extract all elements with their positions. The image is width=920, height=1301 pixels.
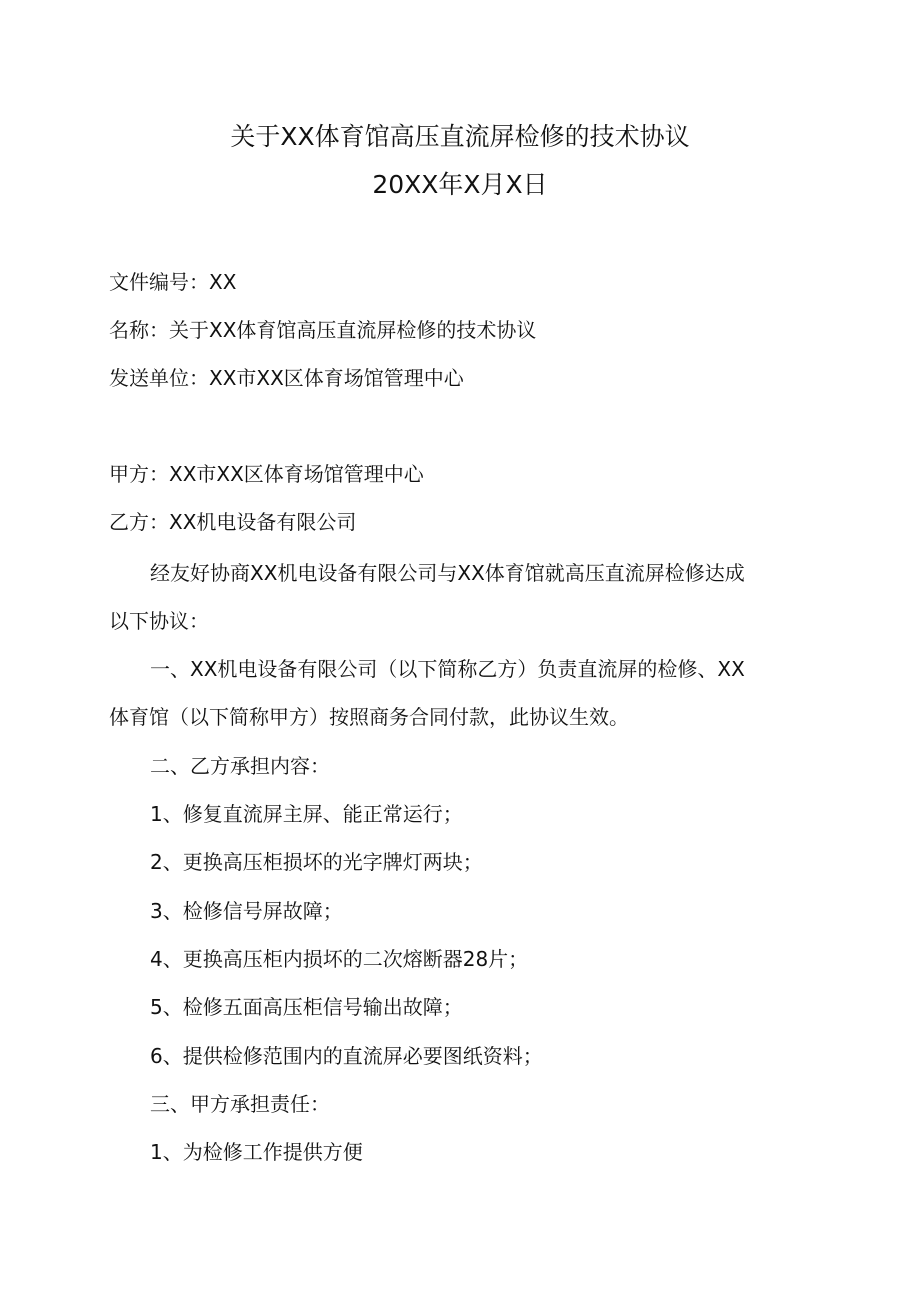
section-3-heading: 三、甲方承担责任： bbox=[150, 1092, 330, 1116]
section-2-item: 1、修复直流屏主屏、能正常运行； bbox=[150, 802, 463, 826]
sending-unit: 发送单位：XX市XX区体育场馆管理中心 bbox=[109, 366, 464, 390]
party-b: 乙方：XX机电设备有限公司 bbox=[109, 510, 357, 534]
section-2-item: 2、更换高压柜损坏的光字牌灯两块； bbox=[150, 850, 483, 874]
section-2-item: 5、检修五面高压柜信号输出故障； bbox=[150, 995, 463, 1019]
section-1-line-1: 一、XX机电设备有限公司（以下简称乙方）负责直流屏的检修、XX bbox=[150, 657, 745, 681]
document-date: 20XX年X月X日 bbox=[372, 170, 548, 199]
file-number: 文件编号：XX bbox=[109, 270, 237, 294]
section-2-item: 4、更换高压柜内损坏的二次熔断器28片； bbox=[150, 947, 529, 971]
section-1-line-2: 体育馆（以下简称甲方）按照商务合同付款，此协议生效。 bbox=[109, 705, 629, 729]
document-title: 关于XX体育馆高压直流屏检修的技术协议 bbox=[230, 122, 690, 151]
intro-paragraph-line-1: 经友好协商XX机电设备有限公司与XX体育馆就高压直流屏检修达成 bbox=[150, 561, 745, 585]
section-2-item: 3、检修信号屏故障； bbox=[150, 899, 343, 923]
section-2-item: 6、提供检修范围内的直流屏必要图纸资料； bbox=[150, 1044, 543, 1068]
document-name: 名称：关于XX体育馆高压直流屏检修的技术协议 bbox=[109, 318, 537, 342]
party-a: 甲方：XX市XX区体育场馆管理中心 bbox=[109, 462, 424, 486]
section-2-heading: 二、乙方承担内容： bbox=[150, 754, 330, 778]
intro-paragraph-line-2: 以下协议： bbox=[109, 609, 209, 633]
section-3-item: 1、为检修工作提供方便 bbox=[150, 1140, 363, 1164]
